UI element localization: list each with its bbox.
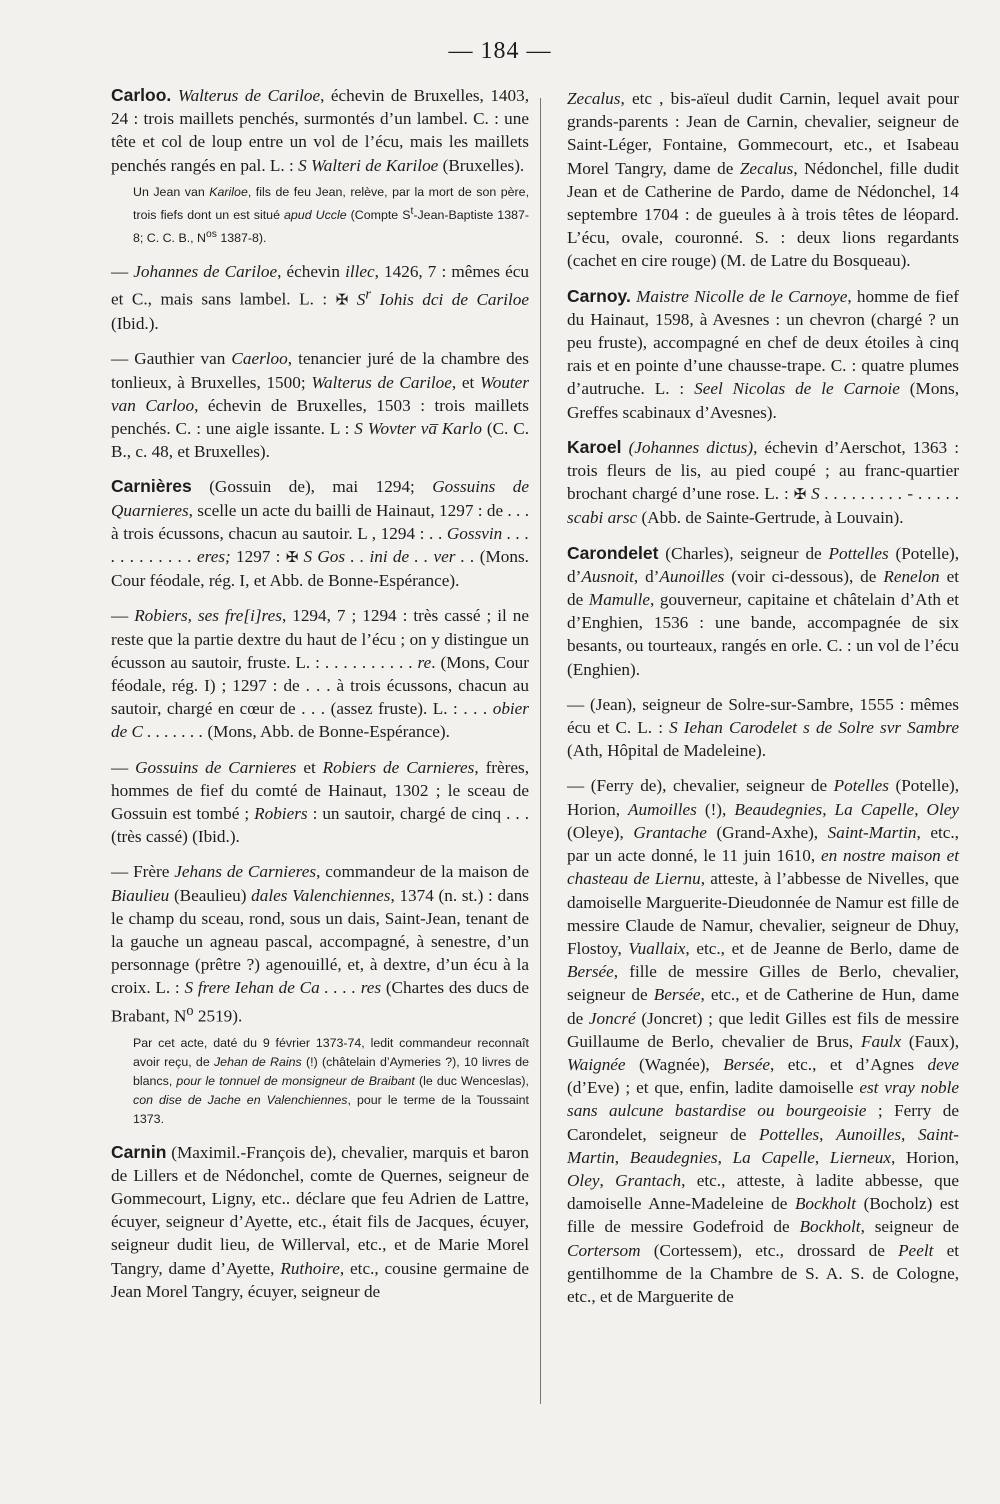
entry-paragraph: Carloo. Walterus de Cariloe, échevin de Bruxelles, 1403, 24 : trois maillets penchés, surmontés d’un lambel. C. : une tête et col de loup entre un vol de l’écu, mais les maillets penchés rangés en pal. L. : S Walteri de Kariloe (Bruxelles).: [111, 85, 530, 175]
continued-paragraph: Zecalus, etc , bis-aïeul dudit Carnin, lequel avait pour grands-parents : Jean de Carnin, chevalier, seigneur de Saint-Léger, Fontaine, Gommecourt, etc., et Isabeau Morel Tangry, dame de Zecalus, Nédonchel, fille dudit Jean et de Catherine de Pardo, dame de Nédonchel, 14 septembre 1704 : de gueules à à trois têtes de léopard. L’écu, ovale, couronné. S. : deux lions regardants (cachet en cire rouge) (M. de Latre du Bosqueau).: [567, 89, 959, 271]
entry-paragraph: Carnoy. Maistre Nicolle de le Carnoye, homme de fief du Hainaut, 1598, à Avesnes : un chevron (chargé ? un peu fruste), accompagné en chef de deux étoiles à cinq rais et en pointe d’une chausse-trape. C. : quatre plumes d’autruche. L. : Seel Nicolas de le Carnoie (Mons, Greffes scabinaux d’Avesnes).: [567, 285, 959, 422]
entry-paragraph: Karoel (Johannes dictus), échevin d’Aerschot, 1363 : trois fleurs de lis, au pied coupé ; au franc-quartier brochant chargé d’une rose. L. : ✠ S . . . . . . . . . - . . . . . scabi arsc (Abb. de Sainte-Gertrude, à Louvain).: [567, 436, 960, 528]
entry-paragraph: Carnières (Gossuin de), mai 1294; Gossuins de Quarnieres, scelle un acte du bailli de Hainaut, 1297 : de . . . à trois écussons, chacun au sautoir. L , 1294 : . . Gossvin . . . . . . . . . . . . eres; 1297 : ✠ S Gos . . ini de . . ver . . (Mons. Cour féodale, rég. I, et Abb. de Bonne-Espérance).: [111, 476, 529, 591]
entry-paragraph: — (Jean), seigneur de Solre-sur-Sambre, 1555 : mêmes écu et C. L. : S Iehan Carodelet s de Solre svr Sambre (Ath, Hôpital de Madeleine).: [567, 694, 959, 761]
left-column: [111, 84, 529, 1315]
entry-paragraph: — Robiers, ses fre[i]res, 1294, 7 ; 1294 : très cassé ; il ne reste que la partie dextre du haut de l’écu ; on y distingue un écusson au sautoir, fruste. L. : . . . . . . . . . . re. (Mons, Cour féodale, rég. I) ; 1297 : de . . . à trois écussons, chacun au sautoir, chargé en cœur de . . . (assez fruste). L. : . . . obier de C . . . . . . . (Mons, Abb. de Bonne-Espérance).: [111, 606, 530, 742]
page-number: — 184 —: [448, 38, 552, 64]
footnote-paragraph: Par cet acte, daté du 9 février 1373-74, ledit commandeur reconnaît avoir reçu, de Jehan de Rains (!) (châtelain d’Aymeries ?), 10 livres de blancs, pour le tonnuel de monsigneur de Braibant (le duc Wenceslas), con dise de Jache en Valenchiennes, pour le terme de la Toussaint 1373.: [133, 1035, 529, 1126]
right-column: [567, 87, 959, 1320]
entry-paragraph: — Gossuins de Carnieres et Robiers de Carnieres, frères, hommes de fief du comté de Hainaut, 1302 ; le sceau de Gossuin est tombé ; Robiers : un sautoir, chargé de cinq . . . (très cassé) (Ibid.).: [111, 757, 529, 847]
entry-paragraph: Carnin (Maximil.-François de), chevalier, marquis et baron de Lillers et de Nédonchel, comte de Quernes, seigneur de Gommecourt, Ligny, etc.. déclare que feu Adrien de Lattre, écuyer, seigneur d’Ayette, etc., était fils de Jacques, écuyer, seigneur dudit lieu, de Willerval, etc., et de Marie Morel Tangry, dame d’Ayette, Ruthoire, etc., cousine germaine de Jean Morel Tangry, écuyer, seigneur de: [111, 1141, 529, 1301]
entry-paragraph: Carondelet (Charles), seigneur de Pottelles (Potelle), d’Ausnoit, d’Aunoilles (voir ci-dessous), de Renelon et de Mamulle, gouverneur, capitaine et châtelain d’Ath et d’Enghien, 1536 : une bande, accompagnée de six besants, ou tourteaux, rangés en orle. C. : un vol de l’écu (Enghien).: [567, 542, 959, 679]
entry-paragraph: — Frère Jehans de Carnieres, commandeur de la maison de Biaulieu (Beaulieu) dales Valenchiennes, 1374 (n. st.) : dans le champ du sceau, rond, sous un dais, Saint-Jean, tenant de la gauche un agneau pascal, accompagné, à senestre, d’un personnage (prêtre ?) agenouillé, et, à dextre, d’un écu à la croix. L. : S frere Iehan de Ca . . . . res (Chartes des ducs de Brabant, $N^o$ 2519).: [111, 862, 529, 1026]
entry-paragraph: — Johannes de Cariloe, échevin illec, 1426, 7 : mêmes écu et C., mais sans lambel. L. : ✠ $S^r$ Iohis dci de Cariloe (Ibid.).: [111, 262, 529, 334]
entry-paragraph: — Gauthier van Caerloo, tenancier juré de la chambre des tonlieux, à Bruxelles, 1500; Walterus de Cariloe, et Wouter van Carloo, échevin de Bruxelles, 1503 : trois maillets penchés. C. : une aigle issante. L : S Wovter va̅ Karlo (C. C. B., c. 48, et Bruxelles).: [111, 349, 530, 462]
entry-paragraph: — (Ferry de), chevalier, seigneur de Potelles (Potelle), Horion, Aumoilles (!), Beaudegnies, La Capelle, Oley (Oleye), Grantache (Grand-Axhe), Saint-Martin, etc., par un acte donné, le 11 juin 1610, en nostre maison et chasteau de Liernu, atteste, à l’abbesse de Nivelles, que damoiselle Marguerite-Dieudonnée de Namur est fille de messire Claude de Namur, chevalier, seigneur de Dhuy, Flostoy, Vuallaix, etc., et de Jeanne de Berlo, dame de Bersée, fille de messire Gilles de Berlo, chevalier, seigneur de Bersée, etc., et de Catherine de Hun, dame de Joncré (Joncret) ; que ledit Gilles est fils de messire Guillaume de Berlo, chevalier de Brus, Faulx (Faux), Waignée (Wagnée), Bersée, etc., et d’Agnes deve (d’Eve) ; et que, enfin, ladite damoiselle est vray noble sans aulcune bastardise ou bourgeoisie ; Ferry de Carondelet, seigneur de Pottelles, Aunoilles, Saint-Martin, Beaudegnies, La Capelle, Lierneux, Horion, Oley, Grantach, etc., atteste, à ladite abbesse, que damoiselle Anne-Madeleine de Bockholt (Bocholz) est fille de messire Godefroid de Bockholt, seigneur de Cortersom (Cortessem), etc., drossard de Peelt et gentilhomme de la Chambre de S. A. S. de Cologne, etc., et de Marguerite de: [567, 776, 960, 1306]
footnote-paragraph: Un Jean van Kariloe, fils de feu Jean, relève, par la mort de son père, trois fiefs dont un est situé apud Uccle (Compte $S^t-Jean$-Baptiste 1387-8; C. C. B., $N^{os}$ 1387-8).: [133, 184, 530, 246]
column-divider: [540, 98, 541, 1404]
